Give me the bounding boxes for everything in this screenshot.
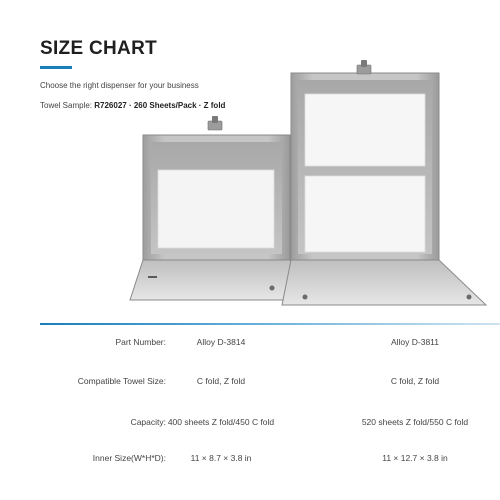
lock-icon bbox=[208, 116, 222, 130]
spec-row-inner-size bbox=[0, 453, 500, 469]
subtitle: Choose the right dispenser for your business bbox=[40, 81, 199, 90]
spec-value-a: Alloy D-3814 bbox=[196, 337, 246, 347]
spec-value-b: C fold, Z fold bbox=[390, 376, 440, 386]
spec-label: Inner Size(W*H*D): bbox=[92, 453, 166, 463]
door-screw-icon bbox=[303, 295, 308, 300]
dispenser-large-towels-bottom bbox=[305, 176, 425, 252]
spec-label: Part Number: bbox=[115, 337, 166, 347]
spec-value-b: 520 sheets Z fold/550 C fold bbox=[361, 417, 469, 427]
spec-value-a: C fold, Z fold bbox=[196, 376, 246, 386]
spec-row-capacity bbox=[0, 417, 500, 433]
dispenser-large-towels-top bbox=[305, 94, 425, 166]
spec-row-part-number bbox=[0, 337, 500, 353]
dispenser-small bbox=[130, 116, 306, 300]
dispenser-large bbox=[282, 60, 486, 305]
door-screw-icon bbox=[270, 286, 275, 291]
page-title: SIZE CHART bbox=[40, 38, 157, 59]
spec-label: Compatible Towel Size: bbox=[77, 376, 166, 386]
dispenser-small-towels bbox=[158, 170, 274, 248]
dispenser-large-door bbox=[282, 260, 486, 305]
spec-value-a: 400 sheets Z fold/450 C fold bbox=[167, 417, 275, 427]
lock-icon bbox=[357, 60, 371, 74]
section-divider bbox=[40, 323, 500, 325]
spec-label: Capacity: bbox=[130, 417, 166, 427]
door-slot-icon bbox=[148, 276, 157, 278]
spec-value-b: 11 × 12.7 × 3.8 in bbox=[382, 453, 448, 463]
spec-value-b: Alloy D-3811 bbox=[390, 337, 440, 347]
towel-sample-label: Towel Sample: bbox=[40, 101, 95, 110]
dispenser-small-door bbox=[130, 260, 306, 300]
door-screw-icon bbox=[467, 295, 472, 300]
spec-row-towel-size bbox=[0, 376, 500, 392]
towel-sample-value: R726027 · 260 Sheets/Pack · Z fold bbox=[94, 101, 226, 110]
spec-value-a: 11 × 8.7 × 3.8 in bbox=[190, 453, 252, 463]
